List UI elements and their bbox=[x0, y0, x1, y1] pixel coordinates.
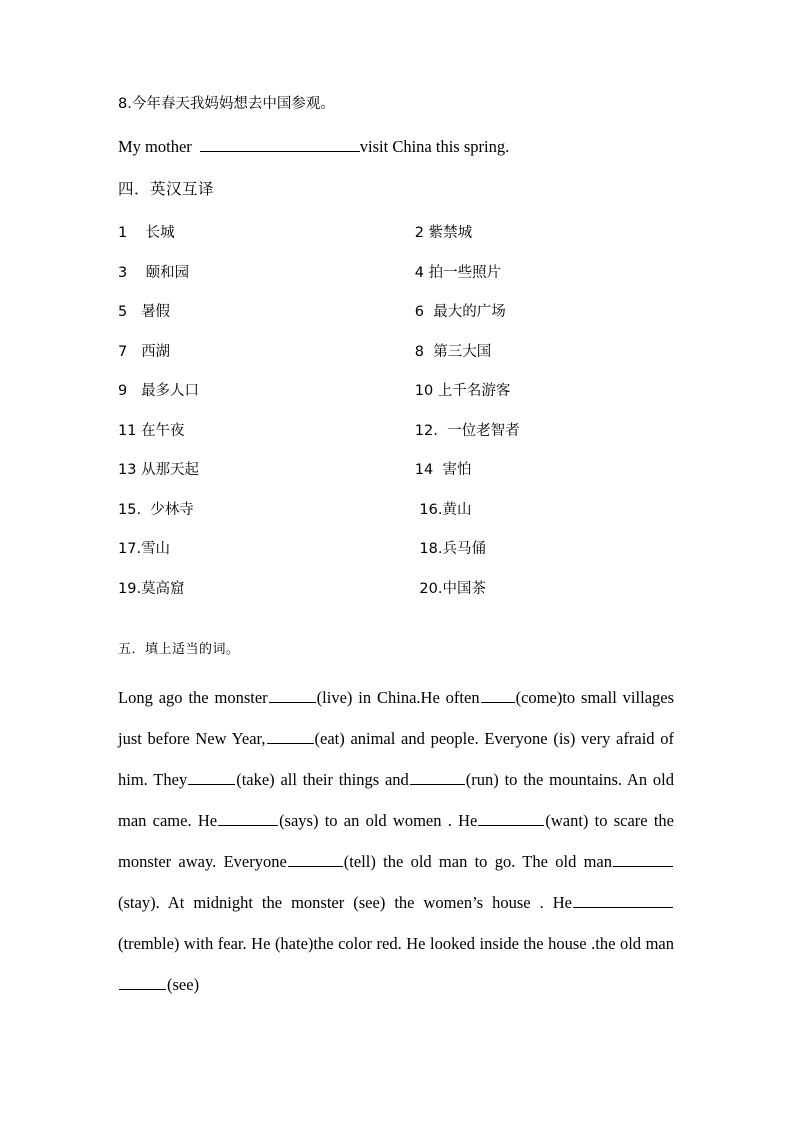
item-text: 雪山 bbox=[141, 541, 171, 558]
item-text: 害怕 bbox=[442, 462, 472, 479]
translation-item-12 bbox=[415, 419, 678, 459]
item-number: 1 bbox=[118, 225, 128, 242]
cloze-text-5: (take) all their things and bbox=[236, 770, 409, 790]
item-text: 一位老智者 bbox=[447, 422, 520, 439]
table-row bbox=[118, 379, 678, 419]
translation-item-3 bbox=[118, 261, 415, 301]
translation-item-6 bbox=[415, 300, 678, 340]
translation-item-16 bbox=[415, 498, 678, 538]
item-number: 18. bbox=[419, 541, 443, 558]
cloze-text-10: (stay). At midnight the monster (see) the women’s house . He bbox=[118, 893, 572, 913]
item-text: 颐和园 bbox=[145, 264, 190, 281]
translation-item-4 bbox=[415, 261, 678, 301]
table-row bbox=[118, 537, 678, 577]
translation-item-5 bbox=[118, 300, 415, 340]
item-text: 在午夜 bbox=[141, 422, 185, 439]
item-number: 2 bbox=[414, 225, 425, 242]
item-number: 5 bbox=[118, 304, 128, 321]
question-8-english-after: visit China this spring. bbox=[359, 137, 510, 157]
translation-item-2 bbox=[415, 221, 678, 261]
item-text: 暑假 bbox=[141, 304, 171, 321]
answer-blank[interactable] bbox=[119, 989, 166, 990]
table-row bbox=[118, 340, 678, 380]
translation-item-8 bbox=[415, 340, 678, 380]
item-number: 14 bbox=[414, 462, 434, 479]
item-number: 6 bbox=[414, 304, 425, 321]
item-number: 3 bbox=[118, 264, 128, 281]
worksheet-content bbox=[118, 96, 678, 1005]
item-number: 7 bbox=[118, 343, 128, 360]
cloze-text-7: (says) to an old women . He bbox=[279, 811, 478, 831]
translation-item-7 bbox=[118, 340, 415, 380]
cloze-text-8: (want) to scare the monster away. Everyone bbox=[118, 811, 675, 872]
translation-item-9 bbox=[118, 379, 415, 419]
item-text: 最大的广场 bbox=[433, 304, 506, 321]
item-text: 长城 bbox=[145, 225, 175, 242]
translation-item-1 bbox=[118, 221, 415, 261]
item-text: 从那天起 bbox=[141, 462, 200, 479]
item-text: 兵马俑 bbox=[442, 541, 486, 558]
translation-item-19 bbox=[118, 577, 415, 617]
table-row bbox=[118, 498, 678, 538]
item-number: 19. bbox=[118, 580, 142, 597]
translation-table bbox=[118, 221, 678, 616]
item-number: 9 bbox=[118, 383, 128, 400]
table-row bbox=[118, 221, 678, 261]
item-number: 13 bbox=[118, 462, 137, 479]
item-number: 10 bbox=[414, 383, 434, 400]
table-row bbox=[118, 458, 678, 498]
item-text: 紫禁城 bbox=[428, 225, 473, 242]
translation-item-20 bbox=[415, 577, 678, 617]
cloze-text-11: (tremble) with fear. He (hate)the color red. He looked inside the house .the old man bbox=[118, 934, 674, 954]
answer-blank[interactable] bbox=[613, 866, 673, 867]
item-number: 20. bbox=[419, 580, 443, 597]
cloze-paragraph bbox=[118, 677, 674, 1005]
translation-item-14 bbox=[415, 458, 678, 498]
item-number: 15. bbox=[118, 501, 142, 518]
translation-item-17 bbox=[118, 537, 415, 577]
item-number: 16. bbox=[419, 501, 443, 518]
cloze-text-1: Long ago the monster bbox=[118, 688, 268, 708]
item-text: 第三大国 bbox=[433, 343, 492, 360]
translation-item-11 bbox=[118, 419, 415, 459]
item-text: 西湖 bbox=[141, 343, 171, 360]
item-number: 4 bbox=[414, 264, 425, 281]
item-text: 中国茶 bbox=[442, 580, 486, 597]
cloze-text-2: (live) in China.He often bbox=[316, 688, 480, 708]
answer-blank[interactable] bbox=[218, 825, 278, 826]
item-text: 黄山 bbox=[442, 501, 472, 518]
table-row bbox=[118, 261, 678, 301]
translation-item-18 bbox=[415, 537, 678, 577]
cloze-text-4: (eat) animal and people. Everyone (is) very afraid of him. They bbox=[118, 729, 674, 790]
question-8-chinese: 8.今年春天我妈妈想去中国参观。 bbox=[118, 96, 335, 112]
item-text: 少林寺 bbox=[150, 501, 194, 518]
answer-blank[interactable] bbox=[573, 907, 673, 908]
cloze-text-3: (come)to small villages just before New Year, bbox=[118, 688, 675, 749]
answer-blank[interactable] bbox=[288, 866, 343, 867]
question-8-english-before: My mother bbox=[118, 137, 192, 157]
answer-blank[interactable] bbox=[481, 702, 515, 703]
item-text: 莫高窟 bbox=[141, 580, 185, 597]
item-text: 上千名游客 bbox=[437, 383, 511, 400]
answer-blank[interactable] bbox=[478, 825, 544, 826]
item-text: 拍一些照片 bbox=[428, 264, 502, 281]
item-text: 最多人口 bbox=[141, 383, 200, 400]
table-row bbox=[118, 300, 678, 340]
cloze-text-6: (run) to the mountains. An old man came. He bbox=[118, 770, 674, 831]
section-4-title: 四．英汉互译 bbox=[118, 180, 215, 199]
item-number: 8 bbox=[414, 343, 425, 360]
translation-item-13 bbox=[118, 458, 415, 498]
table-row bbox=[118, 419, 678, 459]
cloze-text-9: (tell) the old man to go. The old man bbox=[343, 852, 612, 872]
table-row bbox=[118, 577, 678, 617]
answer-blank[interactable] bbox=[410, 784, 465, 785]
answer-blank[interactable] bbox=[269, 702, 316, 703]
answer-blank[interactable] bbox=[188, 784, 235, 785]
cloze-text-12: (see) bbox=[167, 975, 200, 995]
item-number: 11 bbox=[118, 422, 137, 439]
answer-blank[interactable] bbox=[267, 743, 314, 744]
item-number: 12. bbox=[414, 422, 438, 439]
question-8-english bbox=[118, 137, 678, 157]
section-5-title: 五．填上适当的词。 bbox=[118, 642, 240, 658]
translation-item-10 bbox=[415, 379, 678, 419]
answer-blank[interactable] bbox=[200, 151, 360, 152]
item-number: 17. bbox=[118, 541, 142, 558]
translation-item-15 bbox=[118, 498, 415, 538]
